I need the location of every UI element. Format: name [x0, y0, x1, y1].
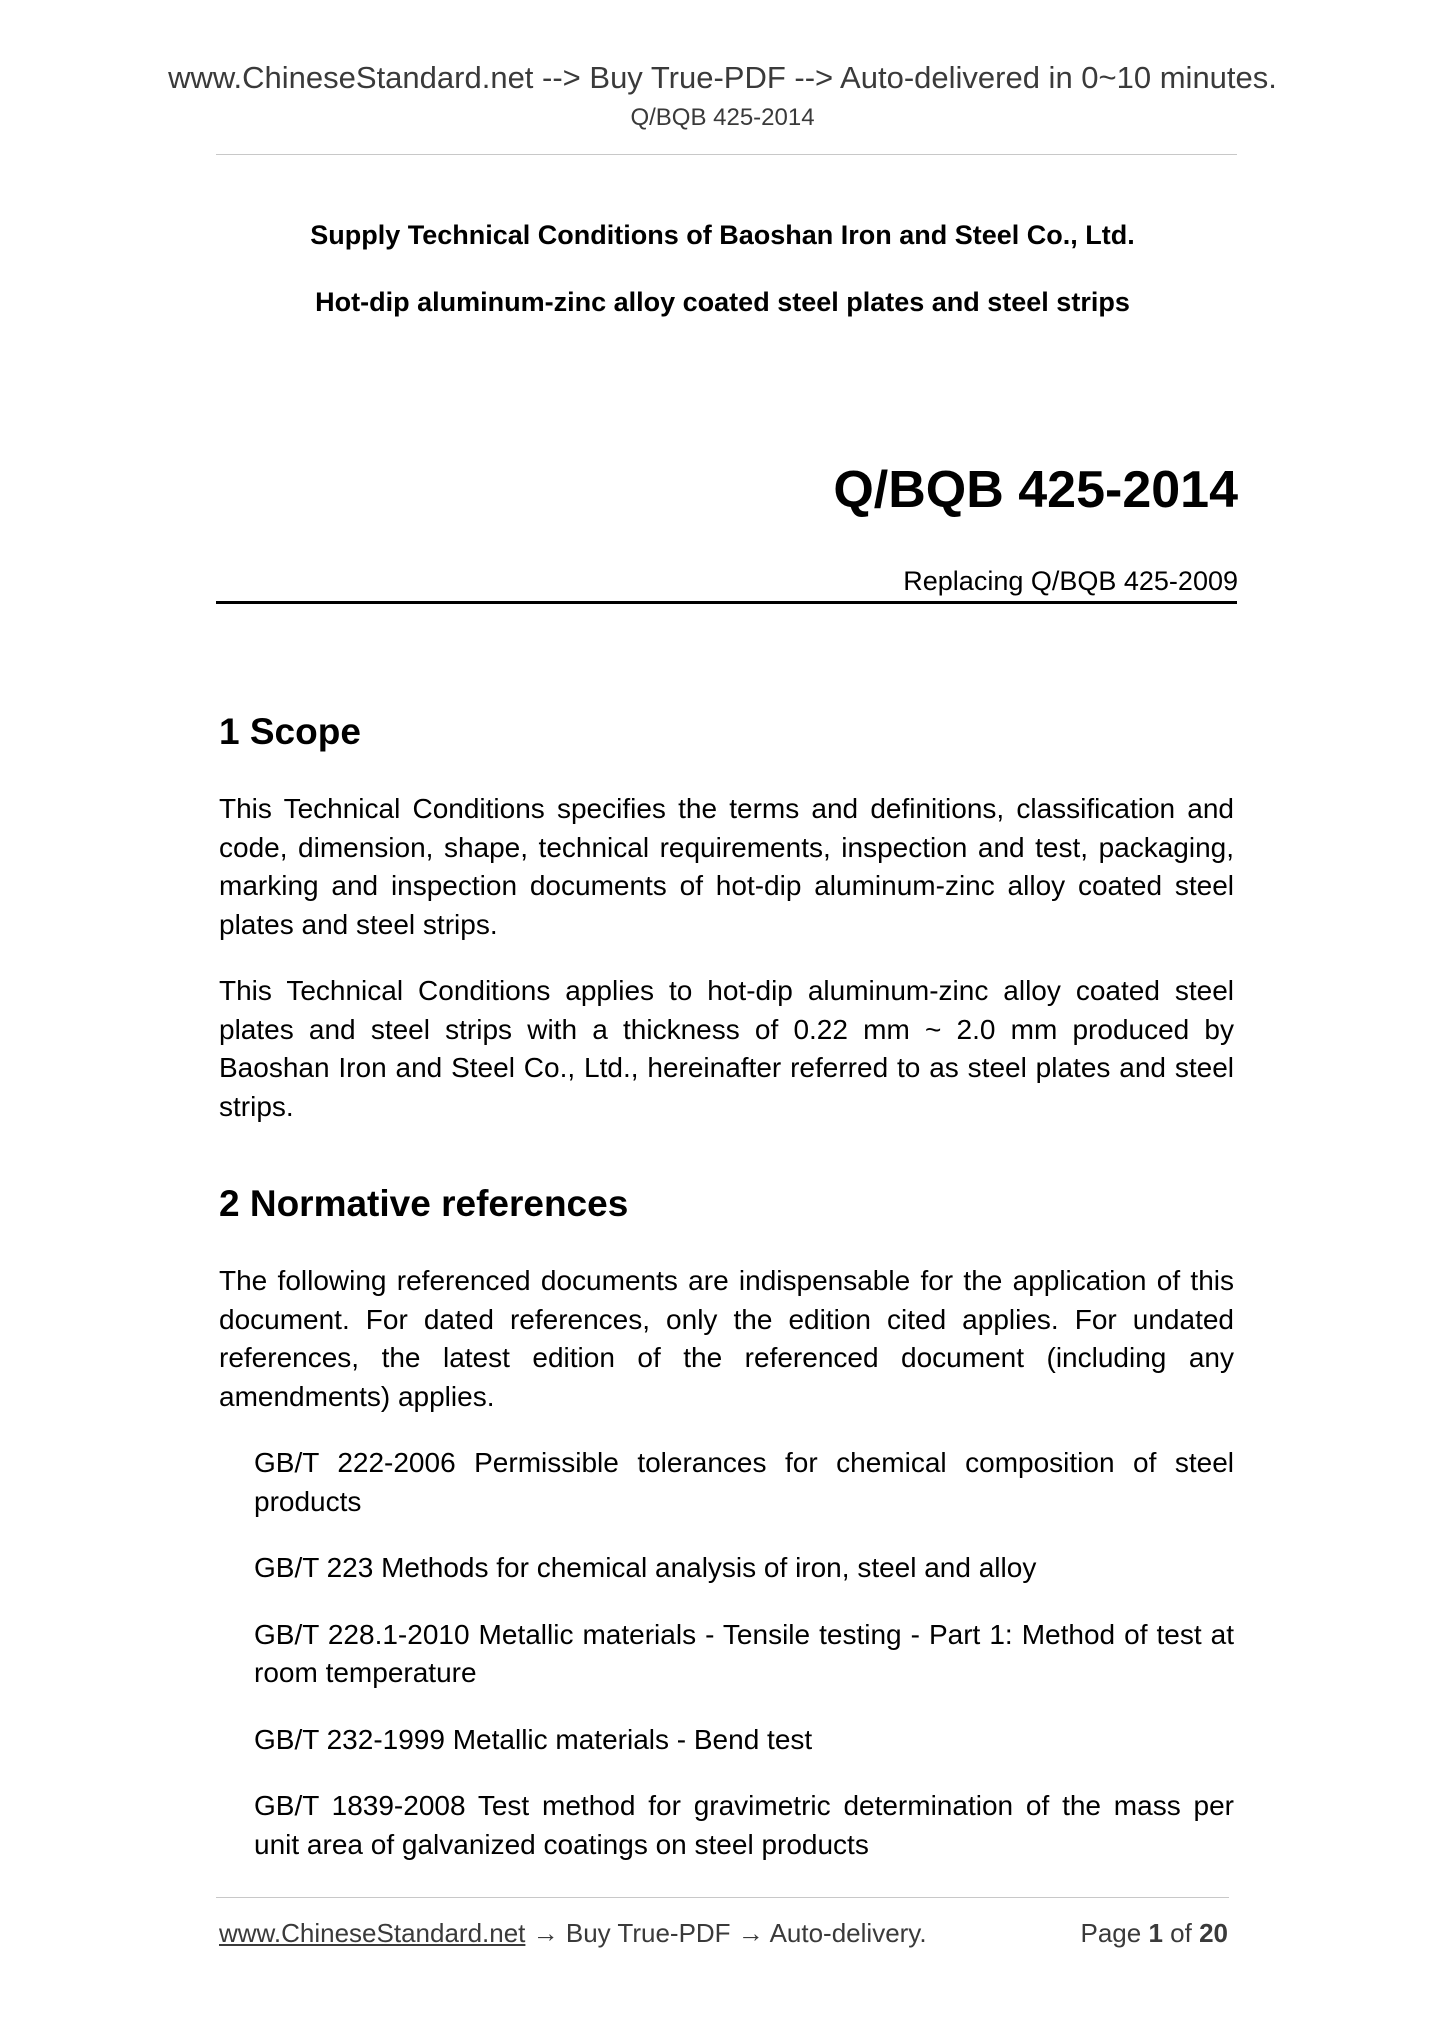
- replacing-note: Replacing Q/BQB 425-2009: [903, 566, 1238, 596]
- running-header-code: Q/BQB 425-2014: [630, 104, 815, 131]
- standard-number: Q/BQB 425-2014: [833, 461, 1238, 519]
- standard-divider: [216, 601, 1237, 604]
- reference-item: GB/T 222-2006 Permissible tolerances for chemical composition of steel products: [254, 1447, 1234, 1517]
- footer-promo: [219, 1917, 927, 1949]
- header-divider: [216, 154, 1237, 155]
- section-heading-normative-references: 2 Normative references: [219, 1183, 629, 1224]
- document-body: [219, 710, 1234, 1892]
- document-title-line-2: Hot-dip aluminum-zinc alloy coated steel plates and steel strips: [315, 287, 1130, 317]
- scope-paragraph-1: This Technical Conditions specifies the terms and definitions, classification and code, dimension, shape, technical requirements, inspection and test, packaging, marking and inspection documents of hot-dip aluminum-zinc alloy coated steel plates and steel strips.: [219, 793, 1234, 940]
- footer-site-link[interactable]: www.ChineseStandard.net: [219, 1918, 526, 1948]
- reference-item: GB/T 1839-2008 Test method for gravimetric determination of the mass per unit area of galvanized coatings on steel products: [254, 1790, 1234, 1860]
- total-pages: 20: [1199, 1918, 1228, 1948]
- current-page-number: 1: [1148, 1918, 1163, 1948]
- scope-paragraph-2: This Technical Conditions applies to hot-dip aluminum-zinc alloy coated steel plates and steel strips with a thickness of 0.22 mm ~ 2.0 mm produced by Baoshan Iron and Steel Co., Ltd., hereinafter referred to as steel plates and steel strips.: [219, 975, 1234, 1122]
- of-label: of: [1170, 1918, 1192, 1948]
- footer-divider: [216, 1897, 1229, 1898]
- section-heading-scope: 1 Scope: [219, 711, 361, 752]
- document-title-line-1: Supply Technical Conditions of Baoshan Iron and Steel Co., Ltd.: [310, 220, 1135, 250]
- page-indicator: [1080, 1917, 1228, 1949]
- footer-tagline: → Buy True-PDF → Auto-delivery.: [525, 1918, 927, 1948]
- reference-item: GB/T 223 Methods for chemical analysis of iron, steel and alloy: [254, 1552, 1037, 1583]
- header-banner: www.ChineseStandard.net --> Buy True-PDF --> Auto-delivered in 0~10 minutes.: [168, 60, 1277, 95]
- reference-item: GB/T 228.1-2010 Metallic materials - Tensile testing - Part 1: Method of test at room temperature: [254, 1618, 1234, 1688]
- page-label: Page: [1080, 1918, 1142, 1948]
- normative-intro-paragraph: The following referenced documents are indispensable for the application of this document. For dated references, only the edition cited applies. For undated references, the latest edition of the referenced document (including any amendments) applies.: [219, 1265, 1234, 1412]
- reference-item: GB/T 232-1999 Metallic materials - Bend test: [254, 1723, 813, 1755]
